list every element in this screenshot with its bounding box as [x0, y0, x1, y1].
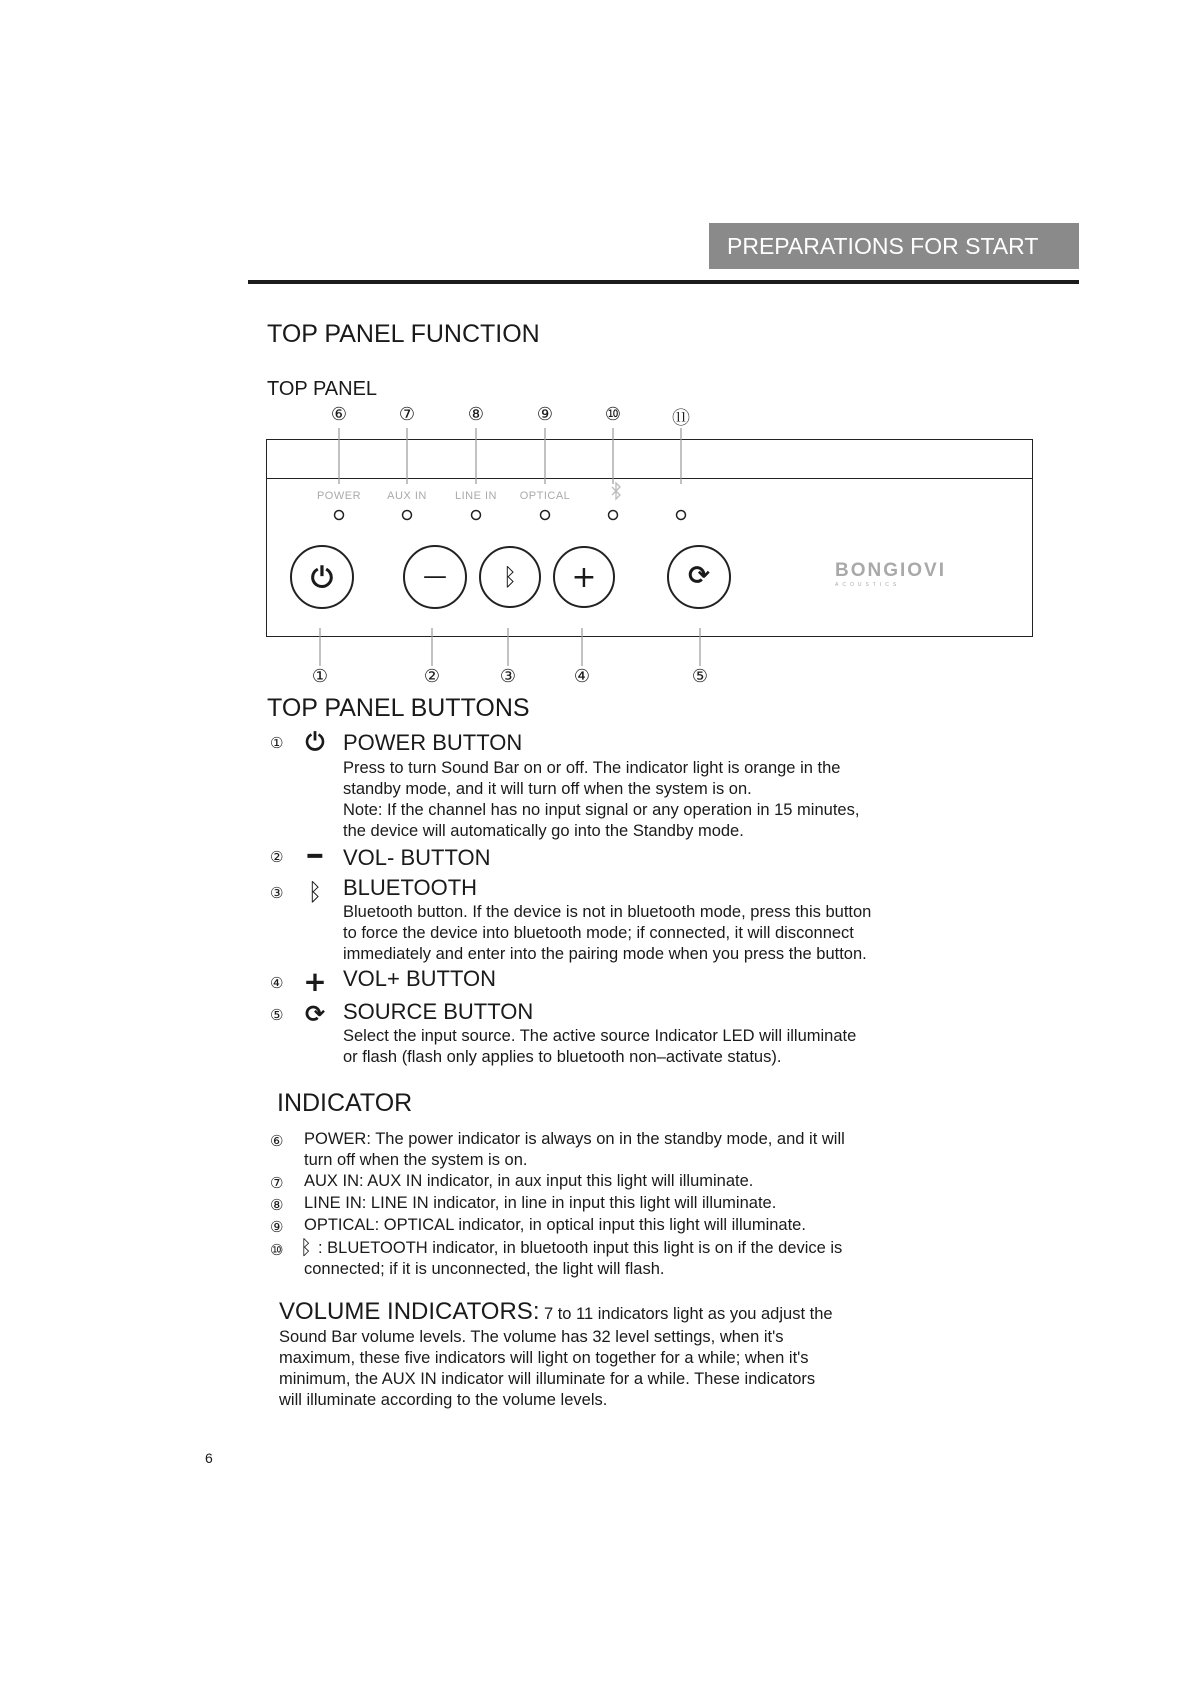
volume-indicators-title: VOLUME INDICATORS: [279, 1298, 540, 1325]
bongiovi-logo [835, 560, 946, 588]
brand-subtext: ACOUSTICS [835, 582, 901, 588]
power-button-title: POWER BUTTON [343, 730, 523, 755]
ind-num-10: ⑩ [270, 1241, 284, 1259]
indicator-aux-desc: AUX IN: AUX IN indicator, in aux input this light will illuminate. [304, 1172, 754, 1190]
top-panel-function-heading: TOP PANEL FUNCTION [267, 320, 540, 348]
indicator-label-power: POWER [316, 490, 362, 502]
indicator-label-aux-in: AUX IN [387, 490, 427, 502]
callout-10: ⑩ [604, 404, 622, 425]
item-num-2: ② [270, 848, 284, 866]
brand-text: BONGIOVI [835, 560, 947, 581]
indicator-label-line-in: LINE IN [454, 490, 497, 502]
section-banner: PREPARATIONS FOR START [709, 223, 1079, 269]
item-num-4: ④ [270, 974, 284, 992]
ind-num-6: ⑥ [270, 1132, 284, 1150]
indicator-line-in-desc: LINE IN: LINE IN indicator, in line in input this light will illuminate. [304, 1194, 777, 1212]
ind-num-8: ⑧ [270, 1196, 284, 1214]
panel-source-button: ⟳ [688, 561, 710, 591]
panel-bluetooth-button: ᛒ [502, 563, 518, 591]
item-num-5: ⑤ [270, 1006, 284, 1024]
panel-leader-lines [0, 0, 1191, 700]
source-icon: ⟳ [304, 1000, 326, 1028]
callout-11: ⑪ [672, 408, 690, 429]
power-button-desc: Press to turn Sound Bar on or off. The indicator light is orange in the standby mode, and it will turn off when the system is on. Note: If the channel has no input signal or any operation in 15 minutes, the device will automatically go into the Standby mode. [343, 759, 860, 840]
indicator-bluetooth-desc-cont: connected; if it is unconnected, the light will flash. [304, 1260, 665, 1278]
callout-1: ① [311, 666, 329, 687]
page-number: 6 [205, 1450, 213, 1466]
panel-vol-plus-button: + [571, 560, 597, 595]
callout-9: ⑨ [536, 404, 554, 425]
item-num-1: ① [270, 734, 284, 752]
callout-7: ⑦ [398, 404, 416, 425]
ind-num-9: ⑨ [270, 1218, 284, 1236]
panel-power-button: ⏻ [310, 561, 334, 594]
volume-indicators-desc: Sound Bar volume levels. The volume has 32 level settings, when it's maximum, these five indicators will light on together for a while; when it's minimum, the AUX IN indicator will illuminate for a while. These indicators will illuminate according to the volume levels. [279, 1328, 816, 1409]
callout-8: ⑧ [467, 404, 485, 425]
plus-icon: + [303, 965, 327, 998]
callout-6: ⑥ [330, 404, 348, 425]
ind-num-7: ⑦ [270, 1174, 284, 1192]
volume-indicators-para [279, 1298, 833, 1326]
indicator-label-optical: OPTICAL [519, 490, 571, 502]
callout-3: ③ [499, 666, 517, 687]
bluetooth-desc: Bluetooth button. If the device is not in bluetooth mode, press this button to force the device into bluetooth mode; if connected, it will disconnect immediately and enter into the pairing mode when you press the button. [343, 903, 872, 963]
indicator-bluetooth-icon: ᛒ [300, 1235, 312, 1259]
indicator-optical-desc: OPTICAL: OPTICAL indicator, in optical input this light will illuminate. [304, 1216, 806, 1234]
panel-vol-minus-button: — [423, 562, 447, 590]
vol-plus-title: VOL+ BUTTON [343, 966, 497, 991]
minus-icon: ━ [307, 842, 323, 870]
bluetooth-icon: ᛒ [307, 878, 323, 906]
indicator-power-desc: POWER: The power indicator is always on in the standby mode, and it will turn off when the system is on. [304, 1130, 845, 1169]
top-panel-subheading: TOP PANEL [267, 378, 378, 400]
top-panel-buttons-heading: TOP PANEL BUTTONS [267, 694, 530, 722]
power-icon: ⏻ [305, 728, 325, 756]
vol-minus-title: VOL- BUTTON [343, 845, 491, 870]
callout-2: ② [423, 666, 441, 687]
callout-5: ⑤ [691, 666, 709, 687]
indicator-heading: INDICATOR [277, 1089, 413, 1117]
source-desc: Select the input source. The active source Indicator LED will illuminate or flash (flash only applies to bluetooth non–activate status). [343, 1027, 857, 1066]
volume-indicators-intro: 7 to 11 indicators light as you adjust the [543, 1305, 833, 1323]
source-title: SOURCE BUTTON [343, 999, 534, 1024]
indicator-bluetooth-desc: : BLUETOOTH indicator, in bluetooth input this light is on if the device is [318, 1239, 843, 1257]
bluetooth-title: BLUETOOTH [343, 875, 478, 900]
item-num-3: ③ [270, 884, 284, 902]
callout-4: ④ [573, 666, 591, 687]
